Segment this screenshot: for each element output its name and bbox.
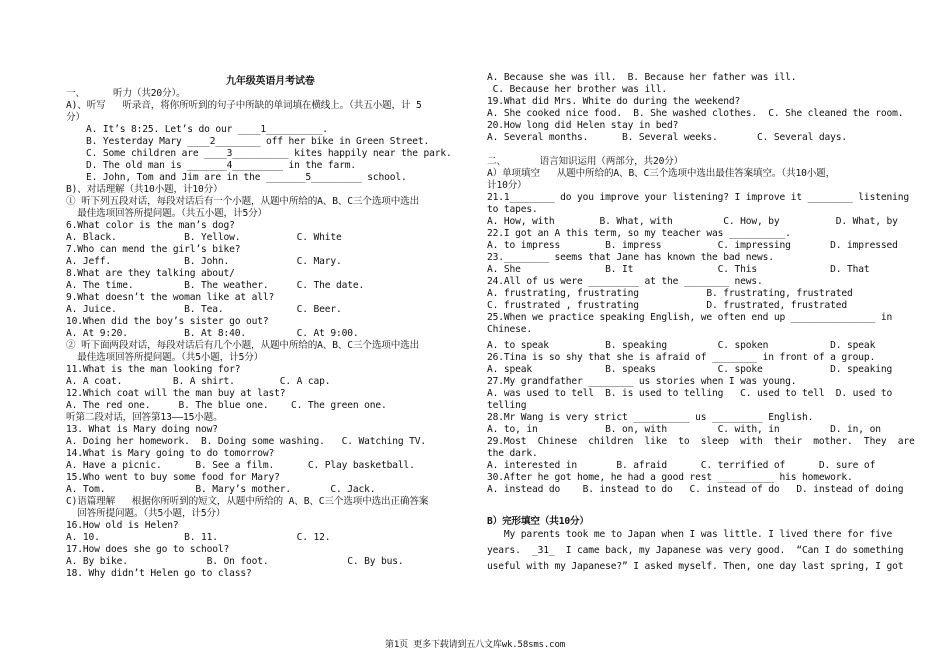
right-line: the dark. bbox=[487, 448, 538, 459]
left-line: 6.What color is the man’s dog? bbox=[66, 220, 235, 231]
cloze-line: years. _31_ I came back, my Japanese was very good. “Can I do something bbox=[487, 545, 904, 556]
right-line: A. She cooked nice food. B. She washed clothes. C. She cleaned the room. bbox=[487, 108, 904, 119]
left-line: C)语篇理解 根据你所听到的短文，从题中所给的 A、B、C三个选项中选出正确答案 bbox=[66, 496, 429, 507]
right-line: 26.Tina is so shy that she is afraid of ________ in front of a group. bbox=[487, 352, 876, 363]
right-line: A. to impress B. impress C. impressing D. impressed bbox=[487, 240, 898, 251]
left-line: 最佳选项回答所提问题。（共五小题，计5分） bbox=[66, 208, 267, 219]
right-line: to tapes. bbox=[487, 204, 538, 215]
cloze-line: My parents took me to Japan when I was little. I lived there for five bbox=[487, 529, 893, 540]
left-line: 16.How old is Helen? bbox=[66, 520, 179, 531]
left-line: A. 10. B. 11. C. 12. bbox=[66, 532, 331, 543]
right-line: B）完形填空（共10分） bbox=[487, 516, 589, 527]
right-line: A. Because she was ill. B. Because her father was ill. bbox=[487, 72, 797, 83]
right-line: 30.After he got home, he had a good rest __________ his homework. bbox=[487, 472, 853, 483]
left-line: D. The old man is _______4_________ in the farm. bbox=[86, 160, 357, 171]
right-line: 计10分） bbox=[487, 180, 527, 191]
right-line: Chinese. bbox=[487, 324, 533, 335]
left-line: B. Yesterday Mary ____2________ off her bike in Green Street. bbox=[86, 136, 430, 147]
left-line: A. Juice. B. Tea. C. Beer. bbox=[66, 304, 342, 315]
left-line: A. At 9:20. B. At 8:40. C. At 9:00. bbox=[66, 328, 359, 339]
left-line: 10.When did the boy’s sister go out? bbox=[66, 316, 269, 327]
right-line: A. speak B. speaks C. spoke D. speaking bbox=[487, 364, 893, 375]
left-line: 九年级英语月考试卷 bbox=[226, 76, 315, 87]
right-line: 23.________ seems that Jane has known the bad news. bbox=[487, 252, 774, 263]
left-line: ② 听下面两段对话，每段对话后有几个小题，从题中所给的A、B、C三个选项中选出 bbox=[66, 340, 420, 351]
right-line: 28.Mr Wang is very strict __________ us _________ English. bbox=[487, 412, 814, 423]
left-line: 8.What are they talking about/ bbox=[66, 268, 235, 279]
right-line: A. How, with B. What, with C. How, by D. What, by bbox=[487, 216, 898, 227]
left-line: A)、听写 听录音，将你所听到的句子中所缺的单词填在横线上。（共五小题，计 5 bbox=[66, 100, 422, 111]
right-line: 22.I got an A this term, so my teacher was __________. bbox=[487, 228, 791, 239]
right-line: C. frustrated , frustrating D. frustrated, frustrated bbox=[487, 300, 848, 311]
left-line: 最佳选项回答所提问题。（共5小题，计5分） bbox=[66, 352, 264, 363]
right-line: A. instead do B. instead to do C. instead of do D. instead of doing bbox=[487, 484, 904, 495]
right-line: A）单项填空 从题中所给的A、B、C三个选项中选出最佳答案填空。（共10小题， bbox=[487, 168, 836, 179]
right-line: 21.1________ do you improve your listening? I improve it ________ listening bbox=[487, 192, 909, 203]
left-line: E. John, Tom and Jim are in the _______5_________ school. bbox=[86, 172, 407, 183]
right-line: A. interested in B. afraid C. terrified of D. sure of bbox=[487, 460, 876, 471]
left-line: 7.Who can mend the girl’s bike? bbox=[66, 244, 241, 255]
left-line: A. The red one. B. The blue one. C. The green one. bbox=[66, 400, 387, 411]
left-line: 一、 听力（共20分）。 bbox=[66, 88, 186, 99]
left-line: 15.Who went to buy some food for Mary? bbox=[66, 472, 280, 483]
left-line: B)、对话理解（共10小题，计10分） bbox=[66, 184, 223, 195]
left-line: A. Have a picnic. B. See a film. C. Play basketball. bbox=[66, 460, 415, 471]
left-line: 分） bbox=[66, 112, 85, 123]
left-line: A. Black. B. Yellow. C. White bbox=[66, 232, 342, 243]
right-line: 29.Most Chinese children like to sleep with their mother. They are bbox=[487, 436, 915, 447]
left-line: A. Tom. B. Mary’s mother. C. Jack. bbox=[66, 484, 376, 495]
left-line: A. It’s 8:25. Let’s do our ____1__________. bbox=[86, 124, 328, 135]
right-line: 24.All of us were _________ at the ________ news. bbox=[487, 276, 763, 287]
left-line: A. Doing her homework. B. Doing some washing. C. Watching TV. bbox=[66, 436, 427, 447]
left-line: ① 听下列五段对话，每段对话后有一个小题，从题中所给的A、B、C三个选项中选出 bbox=[66, 196, 420, 207]
right-line: A. Several months. B. Several weeks. C. Several days. bbox=[487, 132, 848, 143]
right-line: telling bbox=[487, 400, 527, 411]
right-line: 20.How long did Helen stay in bed? bbox=[487, 120, 679, 131]
cloze-line: useful with my Japanese?” I asked myself. Then, one day last spring, I got bbox=[487, 561, 904, 572]
right-line: 二、 语言知识运用（两部分，共20分） bbox=[487, 156, 684, 167]
left-line: A. The time. B. The weather. C. The date. bbox=[66, 280, 365, 291]
right-line: 19.What did Mrs. White do during the weekend? bbox=[487, 96, 741, 107]
left-line: A. Jeff. B. John. C. Mary. bbox=[66, 256, 342, 267]
left-line: 13. What is Mary doing now? bbox=[66, 424, 218, 435]
right-line: A. to, in B. on, with C. with, in D. in, on bbox=[487, 424, 881, 435]
right-line: C. Because her brother was ill. bbox=[487, 84, 668, 95]
right-line: A. frustrating, frustrating B. frustrating, frustrated bbox=[487, 288, 853, 299]
left-line: C. Some children are ____3__________ kites happily near the park. bbox=[86, 148, 452, 159]
left-line: 12.Which coat will the man buy at last? bbox=[66, 388, 286, 399]
right-line: A. to speak B. speaking C. spoken D. speak bbox=[487, 340, 876, 351]
page-footer: 第1页 更多下载请到五八文库wk.58sms.com bbox=[385, 640, 565, 650]
left-line: 11.What is the man looking for? bbox=[66, 364, 241, 375]
left-line: 9.What doesn’t the woman like at all? bbox=[66, 292, 275, 303]
left-line: 14.What is Mary going to do tomorrow? bbox=[66, 448, 275, 459]
left-line: 听第二段对话，回答第13——15小题。 bbox=[66, 412, 223, 423]
left-line: 回答所提问题。（共5小题，计5分） bbox=[66, 508, 226, 519]
right-line: 27.My grandfather ________ us stories when I was young. bbox=[487, 376, 797, 387]
left-line: 17.How does she go to school? bbox=[66, 544, 230, 555]
right-line: A. She B. It C. This D. That bbox=[487, 264, 870, 275]
right-line: 25.When we practice speaking English, we often end up _______________ in bbox=[487, 312, 893, 323]
left-line: 18. Why didn’t Helen go to class? bbox=[66, 568, 252, 579]
left-line: A. A coat. B. A shirt. C. A cap. bbox=[66, 376, 331, 387]
left-line: A. By bike. B. On foot. C. By bus. bbox=[66, 556, 404, 567]
right-line: A. was used to tell B. is used to telling C. used to tell D. used to bbox=[487, 388, 893, 399]
